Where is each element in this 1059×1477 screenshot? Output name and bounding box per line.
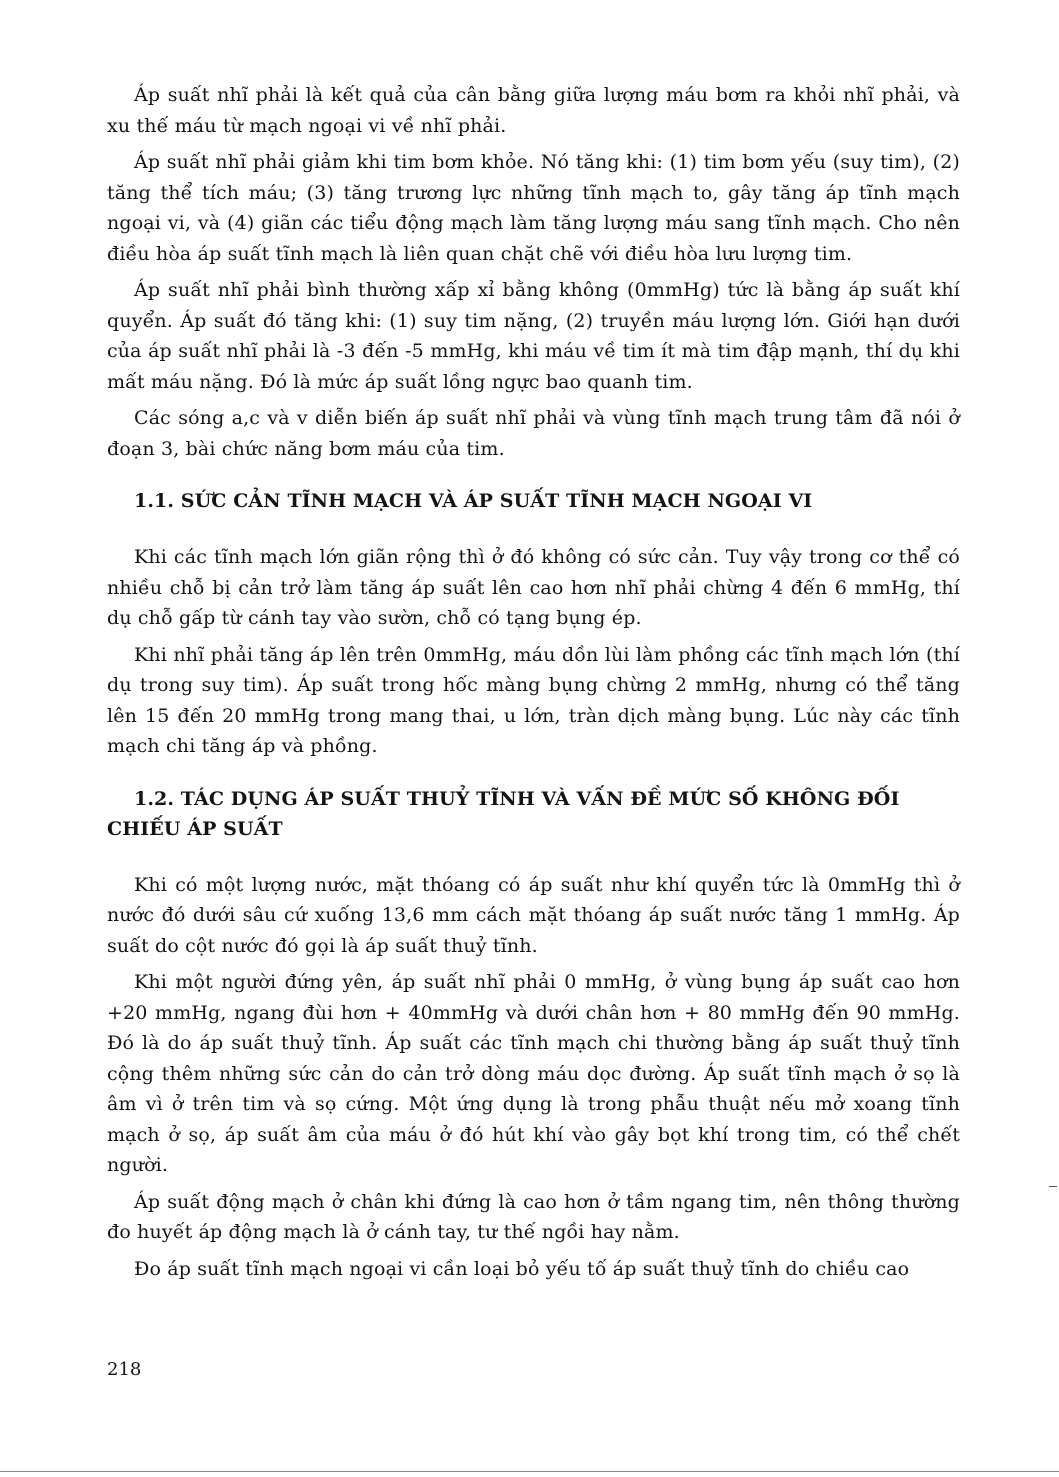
paragraph-normal-pressure: Áp suất nhĩ phải bình thường xấp xỉ bằng không (0mmHg) tức là bằng áp suất khí quyển. Áp suất đó tăng khi: (1) suy tim nặng, (2) truyền máu lượng lớn. Giới hạn dưới của áp suất nhĩ phải là -3 đến -5 mmHg, khi máu về tim ít mà tim đập mạnh, thí dụ khi mất máu nặng. Đó là mức áp suất lồng ngực bao quanh tim. [107, 279, 960, 393]
paragraph-distension: Khi nhĩ phải tăng áp lên trên 0mmHg, máu dồn lùi làm phồng các tĩnh mạch lớn (thí dụ trong suy tim). Áp suất trong hốc màng bụng chừng 2 mmHg, nhưng có thể tăng lên 15 đến 20 mmHg trong mang thai, u lớn, tràn dịch màng bụng. Lúc này các tĩnh mạch chi tăng áp và phồng. [107, 643, 960, 757]
scan-bottom-rule [0, 1471, 1059, 1472]
paragraph-waves: Các sóng a,c và v diễn biến áp suất nhĩ phải và vùng tĩnh mạch trung tâm đã nói ở đoạn 3, bài chức năng bơm máu của tim. [107, 407, 960, 460]
paragraph-right-atrial-pressure: Áp suất nhĩ phải là kết quả của cân bằng giữa lượng máu bơm ra khỏi nhĩ phải, và xu thế máu từ mạch ngoại vi về nhĩ phải. [107, 84, 960, 137]
section-heading-1-1: 1.1. SỨC CẢN TĨNH MẠCH VÀ ÁP SUẤT TĨNH MẠCH NGOẠI VI [134, 490, 813, 512]
scan-edge-mark [1049, 1186, 1057, 1187]
paragraph-pressure-changes: Áp suất nhĩ phải giảm khi tim bơm khỏe. Nó tăng khi: (1) tim bơm yếu (suy tim), (2) tăng thể tích máu; (3) tăng trương lực những tĩnh mạch to, gây tăng áp tĩnh mạch ngoại vi, và (4) giãn các tiểu động mạch làm tăng lượng máu sang tĩnh mạch. Cho nên điều hòa áp suất tĩnh mạch là liên quan chặt chẽ với điều hòa lưu lượng tim. [107, 151, 960, 265]
page-body [107, 80, 960, 1290]
paragraph-arterial-measurement: Áp suất động mạch ở chân khi đứng là cao hơn ở tầm ngang tim, nên thông thường đo huyết áp động mạch là ở cánh tay, tư thế ngồi hay nằm. [107, 1190, 960, 1243]
paragraph-standing-pressure: Khi một người đứng yên, áp suất nhĩ phải 0 mmHg, ở vùng bụng áp suất cao hơn +20 mmHg, ngang đùi hơn + 40mmHg và dưới chân hơn + 80 mmHg đến 90 mmHg. Đó là do áp suất thuỷ tĩnh. Áp suất các tĩnh mạch chi thường bằng áp suất thuỷ tĩnh cộng thêm những sức cản do cản trở dòng máu dọc đường. Áp suất tĩnh mạch ở sọ là âm vì ở trên tim và sọ cứng. Một ứng dụng là trong phẫu thuật nếu mở xoang tĩnh mạch ở sọ, áp suất âm của máu ở đó hút khí vào gây bọt khí trong tim, có thể chết người. [107, 971, 960, 1176]
paragraph-venous-resistance: Khi các tĩnh mạch lớn giãn rộng thì ở đó không có sức cản. Tuy vậy trong cơ thể có nhiều chỗ bị cản trở làm tăng áp suất lên cao hơn nhĩ phải chừng 4 đến 6 mmHg, thí dụ chỗ gấp từ cánh tay vào sườn, chỗ có tạng bụng ép. [107, 546, 960, 629]
paragraph-hydrostatic-definition: Khi có một lượng nước, mặt thóang có áp suất như khí quyển tức là 0mmHg thì ở nước đó dưới sâu cứ xuống 13,6 mm cách mặt thóang áp suất nước tăng 1 mmHg. Áp suất do cột nước đó gọi là áp suất thuỷ tĩnh. [107, 873, 960, 957]
paragraph-peripheral-measurement: Đo áp suất tĩnh mạch ngoại vi cần loại bỏ yếu tố áp suất thuỷ tĩnh do chiều cao [134, 1257, 910, 1280]
section-heading-1-2: 1.2. TÁC DỤNG ÁP SUẤT THUỶ TĨNH VÀ VẤN ĐỀ MỨC SỐ KHÔNG ĐỐI CHIẾU ÁP SUẤT [107, 787, 900, 840]
page-number: 218 [107, 1359, 142, 1380]
